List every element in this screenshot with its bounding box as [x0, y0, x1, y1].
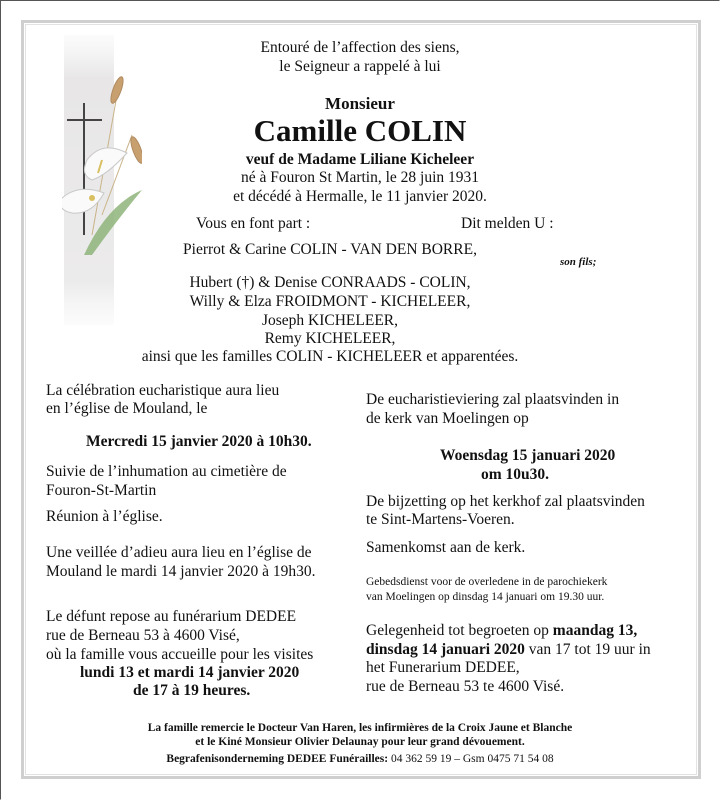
fr-rest-line-2: rue de Berneau 53 à 4600 Visé, [46, 627, 240, 644]
death-line: et décédé à Hermalle, le 11 janvier 2020. [233, 188, 487, 205]
spouse-line: veuf de Madame Liliane Kicheleer [245, 151, 475, 168]
undertaker-label: Begrafenisonderneming DEDEE Funérailles: [166, 753, 389, 765]
nl-mass-line-2: de kerk van Moelingen op [366, 410, 529, 427]
announcer-line: Joseph KICHELEER, [261, 312, 399, 329]
undertaker-phone: 04 362 59 19 – Gsm 0475 71 54 08 [388, 753, 554, 765]
birth-line: né à Fouron St Martin, le 28 juin 1931 [240, 169, 480, 186]
announcer-label-fr: Vous en font part : [196, 215, 311, 232]
fr-mass-line-2: en l’église de Mouland, le [46, 400, 208, 417]
fr-gathering: Réunion à l’église. [46, 508, 163, 525]
nl-mass-line-1: De eucharistieviering zal plaatsvinden in [366, 391, 620, 408]
announcer-line: Hubert (†) & Denise CONRAADS - COLIN, [189, 274, 471, 291]
nl-mass-time: om 10u30. [481, 466, 550, 483]
announcer-line: Pierrot & Carine COLIN - VAN DEN BORRE, [183, 241, 477, 258]
thanks-line-2: et le Kiné Monsieur Olivier Delaunay pour leur grand dévouement. [195, 736, 525, 748]
nl-prayer-line-2: van Moelingen op dinsdag 14 januari om 19.30 uur. [366, 591, 605, 603]
intro-line-2: le Seigneur a rappelé à lui [279, 58, 441, 75]
announcer-line: ainsi que les familles COLIN - KICHELEER et apparentées. [141, 348, 519, 365]
deceased-name: Camille COLIN [253, 113, 467, 148]
announcer-line: Willy & Elza FROIDMONT - KICHELEER, [189, 293, 471, 310]
fr-burial-line-2: Fouron-St-Martin [46, 482, 157, 499]
fr-mass-line-1: La célébration eucharistique aura lieu [46, 382, 280, 399]
nl-visit-post: van 17 tot 19 uur in [524, 641, 651, 658]
nl-burial-line-2: te Sint-Martens-Voeren. [366, 511, 515, 528]
nl-visit-pre: Gelegenheid tot begroeten op [366, 622, 553, 639]
nl-visit-bold-1: maandag 13, [552, 622, 638, 639]
nl-visit-bold-2: dinsdag 14 januari 2020 [366, 641, 525, 658]
announcer-line: Remy KICHELEER, [264, 330, 396, 347]
fr-burial-line-1: Suivie de l’inhumation au cimetière de [46, 463, 287, 480]
fr-rest-line-3: où la famille vous accueille pour les visites [46, 646, 314, 663]
fr-mass-date: Mercredi 15 janvier 2020 à 10h30. [86, 433, 312, 450]
nl-burial-line-1: De bijzetting op het kerkhof zal plaatsvinden [366, 493, 645, 510]
intro-line-1: Entouré de l’affection des siens, [260, 39, 460, 56]
deceased-title: Monsieur [325, 94, 395, 113]
thanks-line-1: La famille remercie le Docteur Van Haren, les infirmières de la Croix Jaune et Blanche [147, 722, 573, 734]
nl-visit-line-3: het Funerarium DEDEE, [366, 659, 520, 676]
relation-note: son fils; [560, 256, 597, 268]
fr-vigil-line-2: Mouland le mardi 14 janvier 2020 à 19h30. [46, 563, 316, 580]
nl-visit-line-1 [366, 621, 637, 640]
nl-visit-line-4: rue de Berneau 53 te 4600 Visé. [366, 678, 565, 695]
nl-mass-date: Woensdag 15 januari 2020 [440, 447, 616, 464]
nl-gathering: Samenkomst aan de kerk. [366, 539, 526, 556]
undertaker-line [0, 752, 720, 766]
nl-visit-line-2 [366, 640, 651, 659]
fr-visit-days: lundi 13 et mardi 14 janvier 2020 [80, 664, 300, 681]
announcer-label-nl: Dit melden U : [461, 215, 554, 232]
fr-vigil-line-1: Une veillée d’adieu aura lieu en l’église de [46, 544, 312, 561]
fr-rest-line-1: Le défunt repose au funérarium DEDEE [46, 608, 297, 625]
nl-prayer-line-1: Gebedsdienst voor de overledene in de parochiekerk [366, 576, 608, 588]
fr-visit-hours: de 17 à 19 heures. [133, 682, 251, 699]
